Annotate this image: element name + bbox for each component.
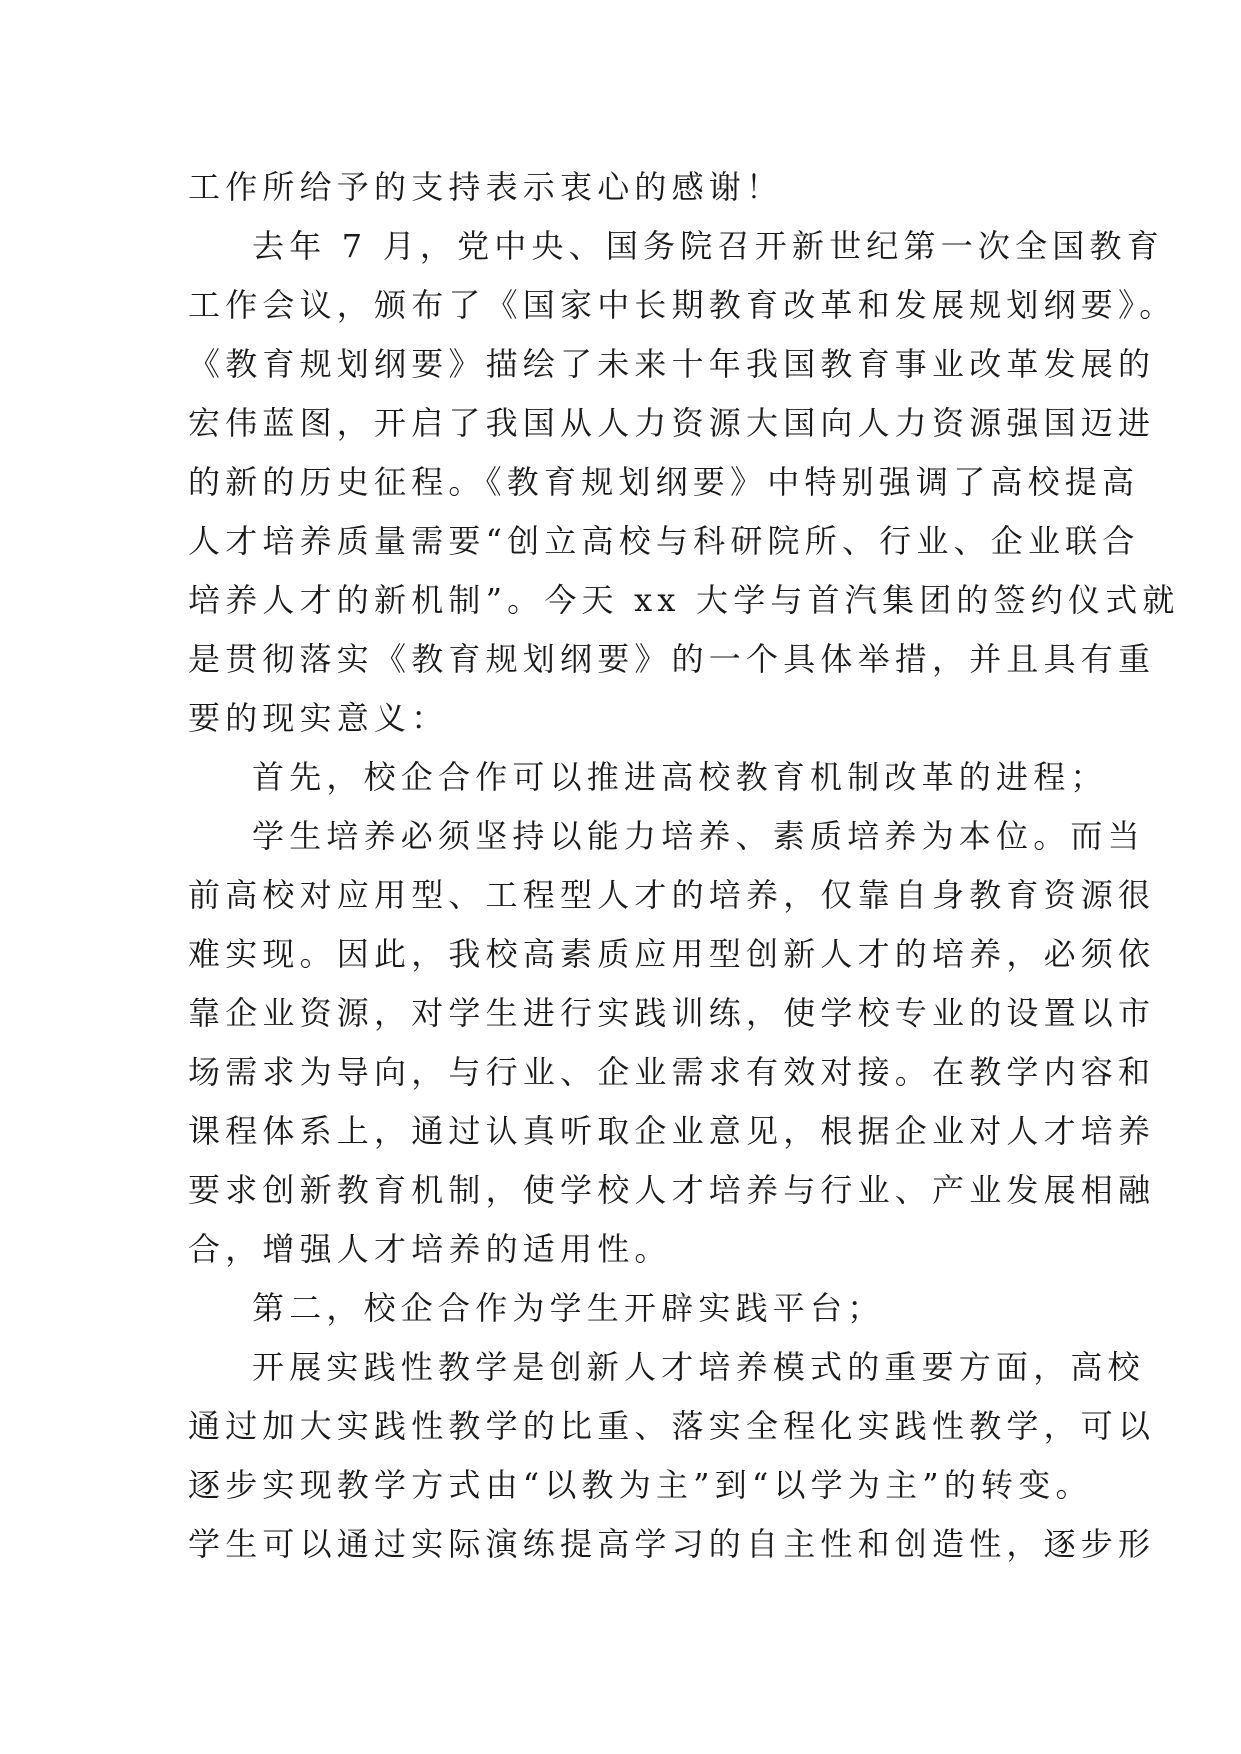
text-line: 开展实践性教学是创新人才培养模式的重要方面，高校 — [252, 1348, 1145, 1386]
text-line: 培养人才的新机制”。今天 xx 大学与首汽集团的签约仪式就 — [188, 581, 1180, 619]
text-line: 工作所给予的支持表示衷心的感谢！ — [188, 168, 784, 206]
text-line: 第二，校企合作为学生开辟实践平台； — [252, 1289, 885, 1327]
text-line: 课程体系上，通过认真听取企业意见，根据企业对人才培养 — [188, 1112, 1156, 1150]
text-line: 要求创新教育机制，使学校人才培养与行业、产业发展相融 — [188, 1171, 1156, 1209]
text-line: 人才培养质量需要“创立高校与科研院所、行业、企业联合 — [188, 522, 1140, 560]
text-line: 合，增强人才培养的适用性。 — [188, 1230, 672, 1268]
text-line: 去年 7 月，党中央、国务院召开新世纪第一次全国教育 — [252, 227, 1164, 265]
text-line: 宏伟蓝图，开启了我国从人力资源大国向人力资源强国迈进 — [188, 404, 1156, 442]
text-line: 工作会议，颁布了《国家中长期教育改革和发展规划纲要》。 — [188, 286, 1177, 324]
text-line: 的新的历史征程。《教育规划纲要》中特别强调了高校提高 — [188, 463, 1140, 501]
text-line: 场需求为导向，与行业、企业需求有效对接。在教学内容和 — [188, 1053, 1156, 1091]
text-line: 靠企业资源，对学生进行实践训练，使学校专业的设置以市 — [188, 994, 1156, 1032]
body-text — [188, 158, 1180, 1574]
text-line: 通过加大实践性教学的比重、落实全程化实践性教学，可以 — [188, 1407, 1156, 1445]
text-line: 是贯彻落实《教育规划纲要》的一个具体举措，并且具有重 — [188, 640, 1156, 678]
text-line: 学生可以通过实际演练提高学习的自主性和创造性，逐步形 — [188, 1525, 1156, 1563]
text-line: 前高校对应用型、工程型人才的培养，仅靠自身教育资源很 — [188, 876, 1156, 914]
text-line: 学生培养必须坚持以能力培养、素质培养为本位。而当 — [252, 817, 1145, 855]
text-line: 难实现。因此，我校高素质应用型创新人才的培养，必须依 — [188, 935, 1156, 973]
text-line: 要的现实意义： — [188, 699, 449, 737]
text-line: 逐步实现教学方式由“以教为主”到“以学为主”的转变。 — [188, 1466, 1093, 1504]
text-line: 首先，校企合作可以推进高校教育机制改革的进程； — [252, 758, 1108, 796]
text-line: 《教育规划纲要》描绘了未来十年我国教育事业改革发展的 — [188, 345, 1156, 383]
